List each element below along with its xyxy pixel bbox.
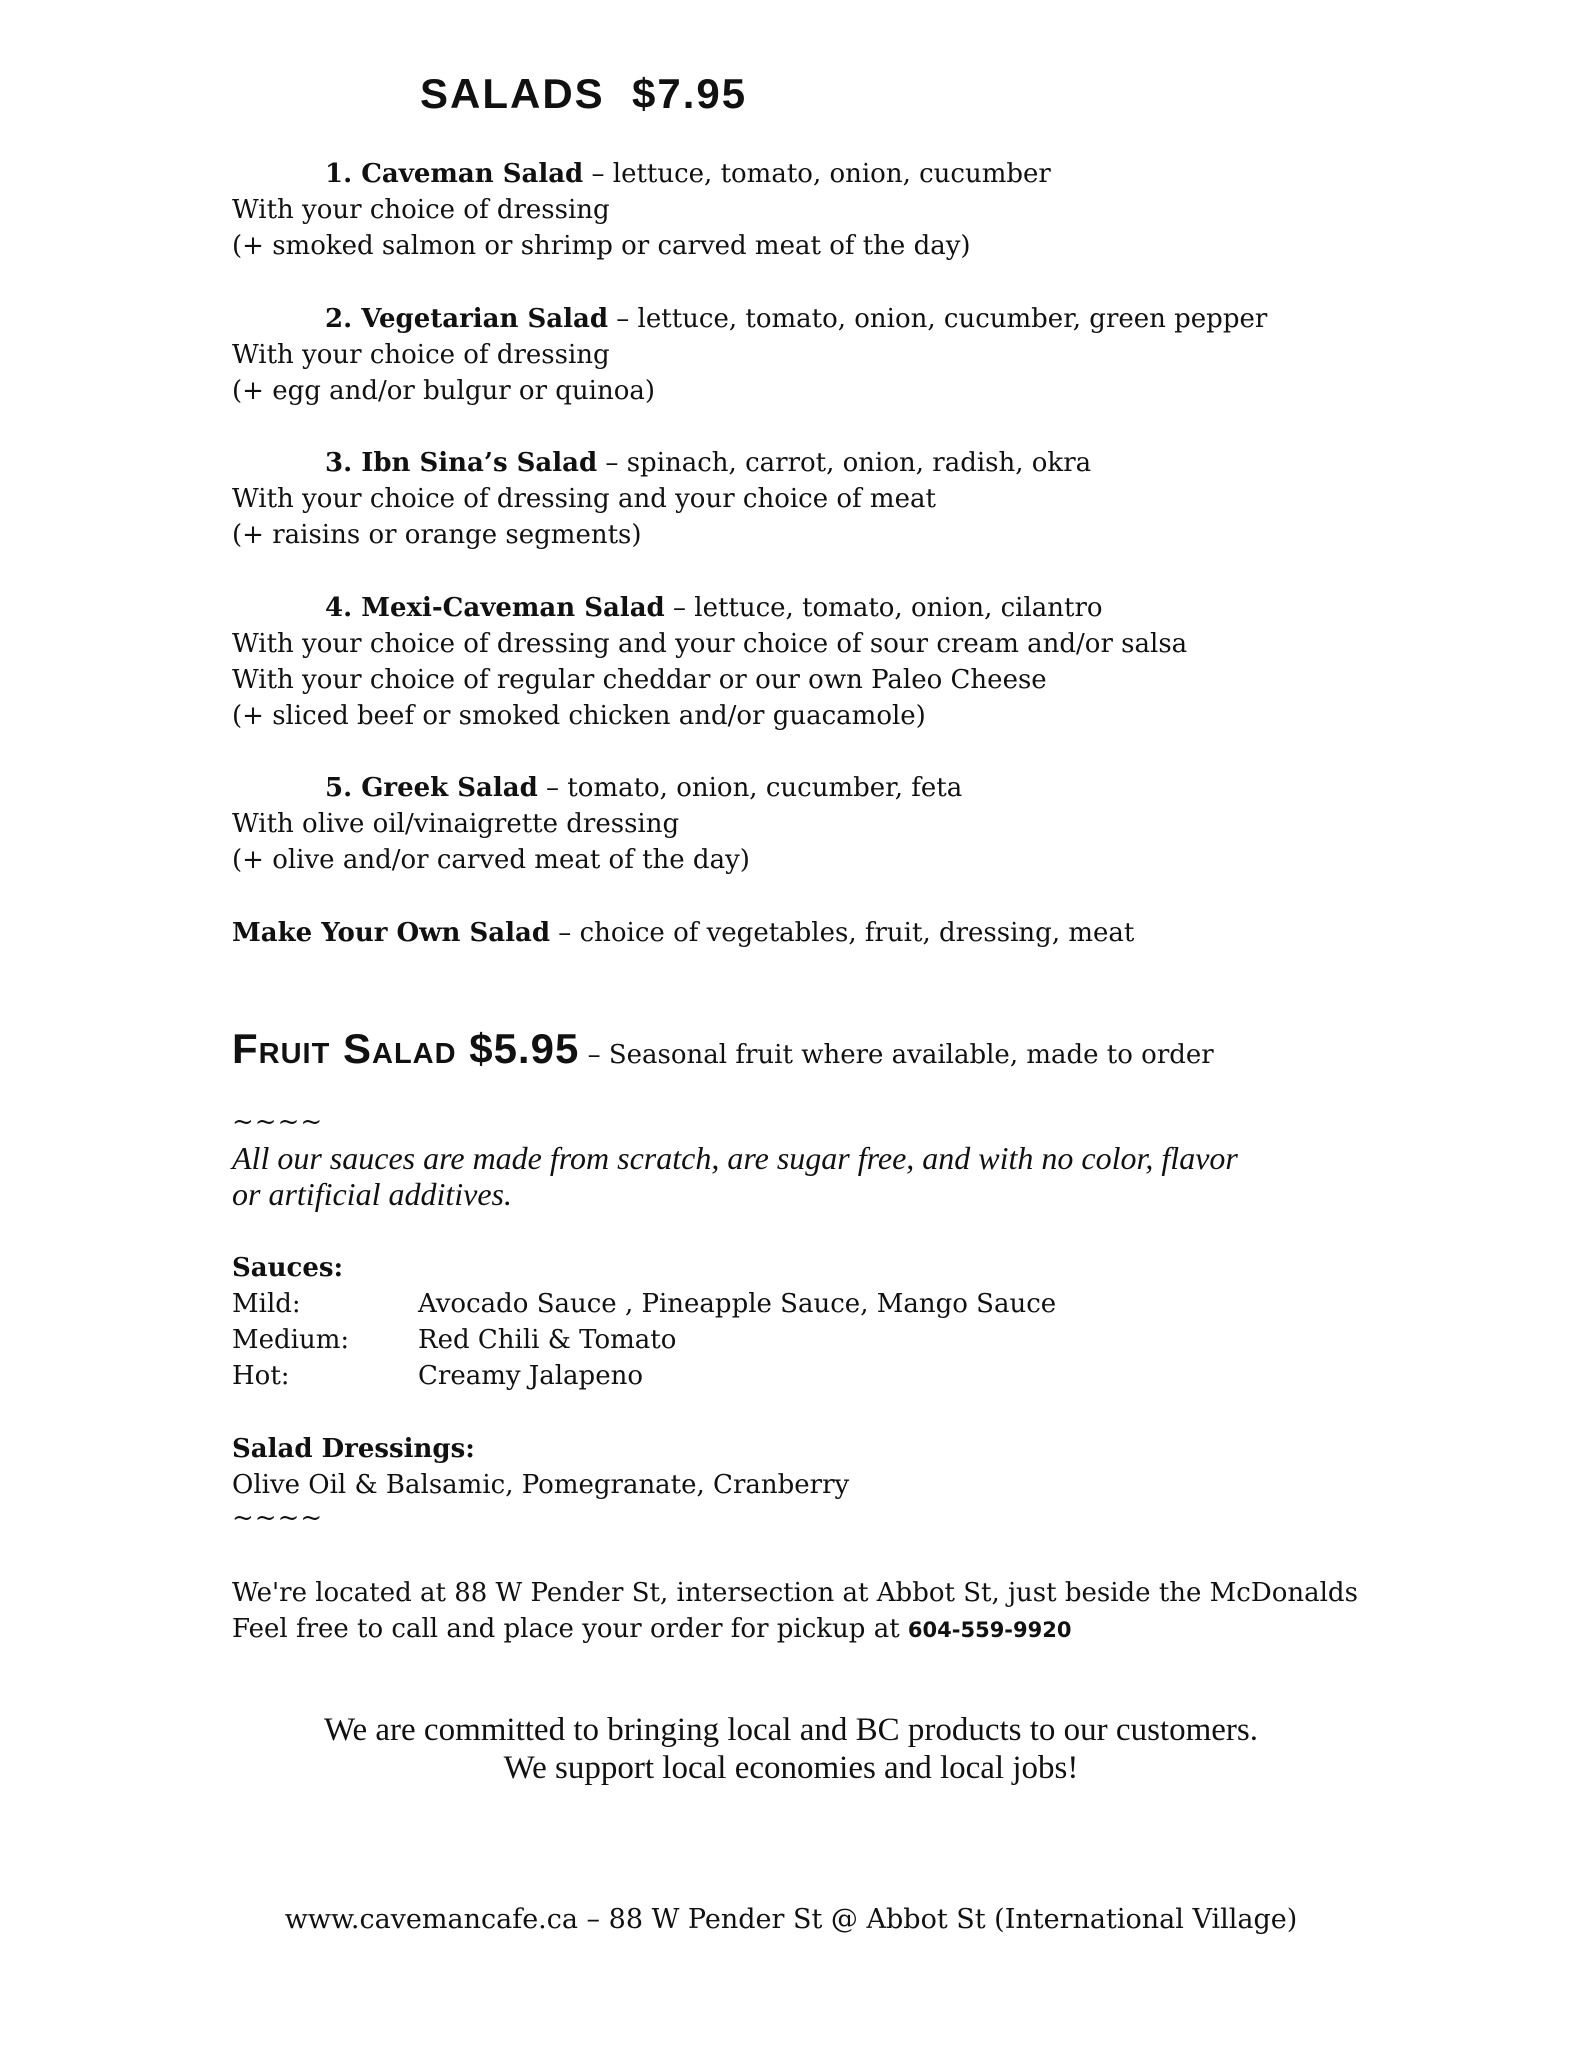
salad-5-extras-line: (+ olive and/or carved meat of the day) (232, 845, 750, 875)
commitment-line-1: We are committed to bringing local and BC products to our customers. (324, 1712, 1258, 1748)
salad-2-name: 2. Vegetarian Salad (325, 304, 609, 334)
salad-4-ingredients: – lettuce, tomato, onion, cilantro (664, 593, 1103, 623)
salad-3-ingredients: – spinach, carrot, onion, radish, okra (597, 448, 1092, 478)
location-line: We're located at 88 W Pender St, intersection at Abbot St, just beside the McDonalds (232, 1578, 1358, 1608)
salad-4-extras-line: (+ sliced beef or smoked chicken and/or guacamole) (232, 701, 926, 731)
salad-4-name: 4. Mexi-Caveman Salad (325, 593, 665, 623)
salad-3-title-line (325, 445, 1091, 481)
salad-2-dressing-line: With your choice of dressing (232, 340, 610, 370)
salad-3-dressing-line: With your choice of dressing and your choice of meat (232, 484, 936, 514)
sauce-list-mild: Avocado Sauce , Pineapple Sauce, Mango Sauce (418, 1289, 1057, 1319)
pickup-text: Feel free to call and place your order for pickup at (232, 1614, 908, 1644)
sauce-note-line-2: or artificial additives. (232, 1176, 512, 1212)
salad-4-dressing-line: With your choice of dressing and your choice of sour cream and/or salsa (232, 629, 1188, 659)
sauce-level-mild: Mild: (232, 1289, 301, 1319)
sauce-level-hot: Hot: (232, 1361, 290, 1391)
dressings-heading: Salad Dressings: (232, 1434, 475, 1464)
dressings-list: Olive Oil & Balsamic, Pomegranate, Cranberry (232, 1470, 850, 1500)
make-your-own-line (232, 915, 1134, 951)
salad-2-title-line (325, 301, 1267, 337)
separator-top: ~~~~ (232, 1107, 324, 1137)
pickup-line (232, 1611, 1071, 1648)
footer-address: www.cavemancafe.ca – 88 W Pender St @ Abbot St (International Village) (284, 1904, 1298, 1935)
fruit-salad-desc: – Seasonal fruit where available, made to order (579, 1040, 1214, 1070)
separator-bottom: ~~~~ (232, 1503, 324, 1533)
phone-number: 604-559-9920 (907, 1618, 1072, 1642)
page-title: SALADS $7.95 (420, 70, 748, 117)
salad-3-extras-line: (+ raisins or orange segments) (232, 520, 642, 550)
salad-5-title-line (325, 770, 962, 806)
salad-5-dressing-line: With olive oil/vinaigrette dressing (232, 809, 680, 839)
commitment-line-2: We support local economies and local jobs! (503, 1750, 1079, 1786)
salad-5-ingredients: – tomato, onion, cucumber, feta (537, 773, 963, 803)
salad-1-dressing-line: With your choice of dressing (232, 195, 610, 225)
salad-5-name: 5. Greek Salad (325, 773, 538, 803)
salad-1-title-line (325, 156, 1051, 192)
salad-3-name: 3. Ibn Sina’s Salad (325, 448, 598, 478)
sauces-heading: Sauces: (232, 1253, 344, 1283)
salad-1-ingredients: – lettuce, tomato, onion, cucumber (583, 159, 1051, 189)
salad-4-title-line (325, 590, 1103, 626)
salad-2-extras-line: (+ egg and/or bulgur or quinoa) (232, 376, 656, 406)
sauce-level-medium: Medium: (232, 1325, 350, 1355)
salad-1-extras-line: (+ smoked salmon or shrimp or carved meat of the day) (232, 231, 971, 261)
sauce-list-medium: Red Chili & Tomato (418, 1325, 677, 1355)
salad-4-cheese-line: With your choice of regular cheddar or our own Paleo Cheese (232, 665, 1047, 695)
sauce-note-line-1: All our sauces are made from scratch, are sugar free, and with no color, flavor (232, 1140, 1238, 1176)
salad-1-name: 1. Caveman Salad (325, 159, 584, 189)
fruit-salad-line (232, 1025, 1214, 1073)
make-your-own-desc: – choice of vegetables, fruit, dressing, meat (550, 918, 1135, 948)
salad-2-ingredients: – lettuce, tomato, onion, cucumber, green pepper (608, 304, 1268, 334)
sauce-list-hot: Creamy Jalapeno (418, 1361, 643, 1391)
make-your-own-name: Make Your Own Salad (232, 918, 551, 948)
fruit-salad-title: Fruit Salad $5.95 (232, 1025, 580, 1072)
